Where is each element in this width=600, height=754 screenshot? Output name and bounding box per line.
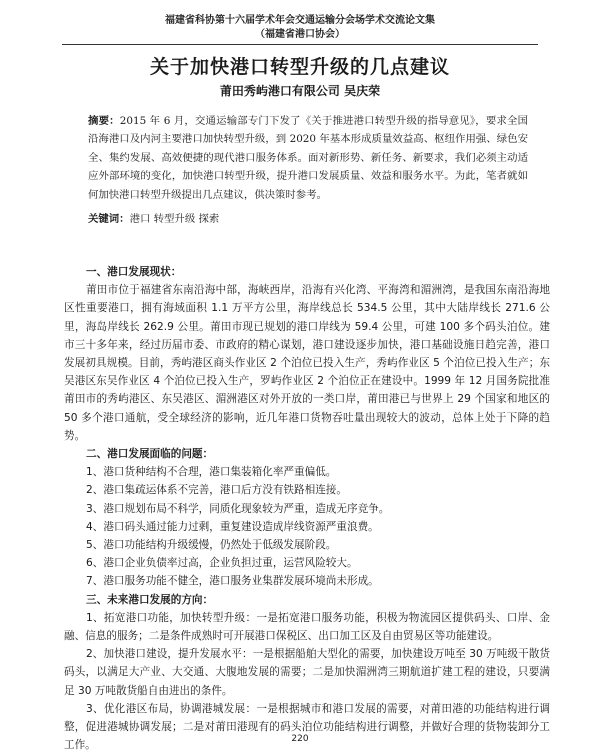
list-item: 4、港口码头通过能力过剩，重复建设造成岸线资源严重浪费。 [86,520,379,533]
paper-author: 莆田秀屿港口有限公司 吴庆荣 [219,84,381,98]
keywords-text: 港口 转型升级 探索 [129,213,220,225]
page-number: 220 [291,734,309,744]
proceedings-subtitle: （福建省港口协会） [255,29,345,40]
list-item: 2、加快港口建设，提升发展水平：一是根据船舶大型化的需要，加快建设万吨至 30 万吨级干散货码头，以满足大产业、大交通、大腹地发展的需要；二是加快湄洲湾三期航道扩建工程的建设，只要满足 30 万吨散货船自由进出的条件。 [64,648,550,697]
body-content [64,263,550,754]
header-rule [62,44,538,45]
list-item: 5、港口功能结构升级缓慢，仍然处于低级发展阶段。 [86,539,337,552]
section-heading: 三、未来港口发展的方向： [86,593,214,606]
section-heading: 二、港口发展面临的问题： [86,448,214,461]
section-heading: 一、港口发展现状： [86,266,182,278]
keywords [88,210,528,228]
list-item: 3、优化港区布局，协调港城发展：一是根据城市和港口发展的需要，对莆田港的功能结构进行调整，促进港城协调发展；二是对莆田港现有的码头泊位功能结构进行调整，并做好合理的货物装卸分工工作。 [64,702,550,752]
abstract [88,112,528,204]
paper-title: 关于加快港口转型升级的几点建议 [149,56,450,78]
keywords-label: 关键词： [88,213,130,225]
proceedings-title: 福建省科协第十六届学术年会交通运输分会场学术交流论文集 [165,15,435,26]
list-item: 3、港口规划布局不科学，同质化现象较为严重，造成无序竞争。 [86,502,390,515]
list-item: 6、港口企业负债率过高，企业负担过重，运营风险较大。 [86,557,358,570]
proceedings-header [0,14,600,42]
abstract-text: 2015 年 6 月，交通运输部专门下发了《关于推进港口转型升级的指导意见》，要求全国沿海港口及内河主要港口加快转型升级，到 2020 年基本形成质量效益高、枢纽作用强、绿色安全、集约发展、高效便捷的现代港口服务体系。面对新形势、新任务、新要求，我们必须主动适应外部环境的变化，加快港口转型升级，提升港口发展质量、效益和服务水平。为此，笔者就如何加快港口转型升级提出几点建议，供决策时参考。 [88,115,529,201]
list-item: 2、港口集疏运体系不完善，港口后方没有铁路相连接。 [86,484,347,497]
abstract-label: 摘要： [88,115,120,127]
list-item: 1、港口货种结构不合理，港口集装箱化率严重偏低。 [86,466,337,479]
list-item: 1、拓宽港口功能，加快转型升级：一是拓宽港口服务功能，积极为物流园区提供码头、口岸、金融、信息的服务；二是条件成熟时可开展港口保税区、出口加工区及自由贸易区等功能建设。 [64,611,550,643]
section-paragraph: 莆田市位于福建省东南沿海中部，海峡西岸，沿海有兴化湾、平海湾和湄洲湾，是我国东南沿海地区性重要港口，拥有海域面积 1.1 万平方公里，海岸线总长 534.5 公里，其中大陆岸线长 271.6 公里，海岛岸线长 262.9 公里。莆田市现已规划的港口岸线为 59.4 公里，可建 100 多个码头泊位。建市三十多年来，经过历届市委、市政府的精心谋划，港口建设逐步加快，港口基础设施日趋完善，港口发展初具规模。目前，秀屿港区商头作业区 2 个泊位已投入生产，秀屿作业区 5 个泊位已投入生产；东吴港区东吴作业区 4 个泊位已投入生产，罗屿作业区 2 个泊位正在建设中。1999 年 12 月国务院批准莆田市的秀屿港区、东吴港区、湄洲港区对外开放的一类口岸，莆田港已与世界上 29 个国家和地区的 50 多个港口通航，受全球经济的影响，近几年港口货物吞吐量出现较大的波动，总体上处于下降的趋势。 [64,284,550,442]
list-item: 7、港口服务功能不健全，港口服务业集群发展环境尚未形成。 [86,575,379,588]
